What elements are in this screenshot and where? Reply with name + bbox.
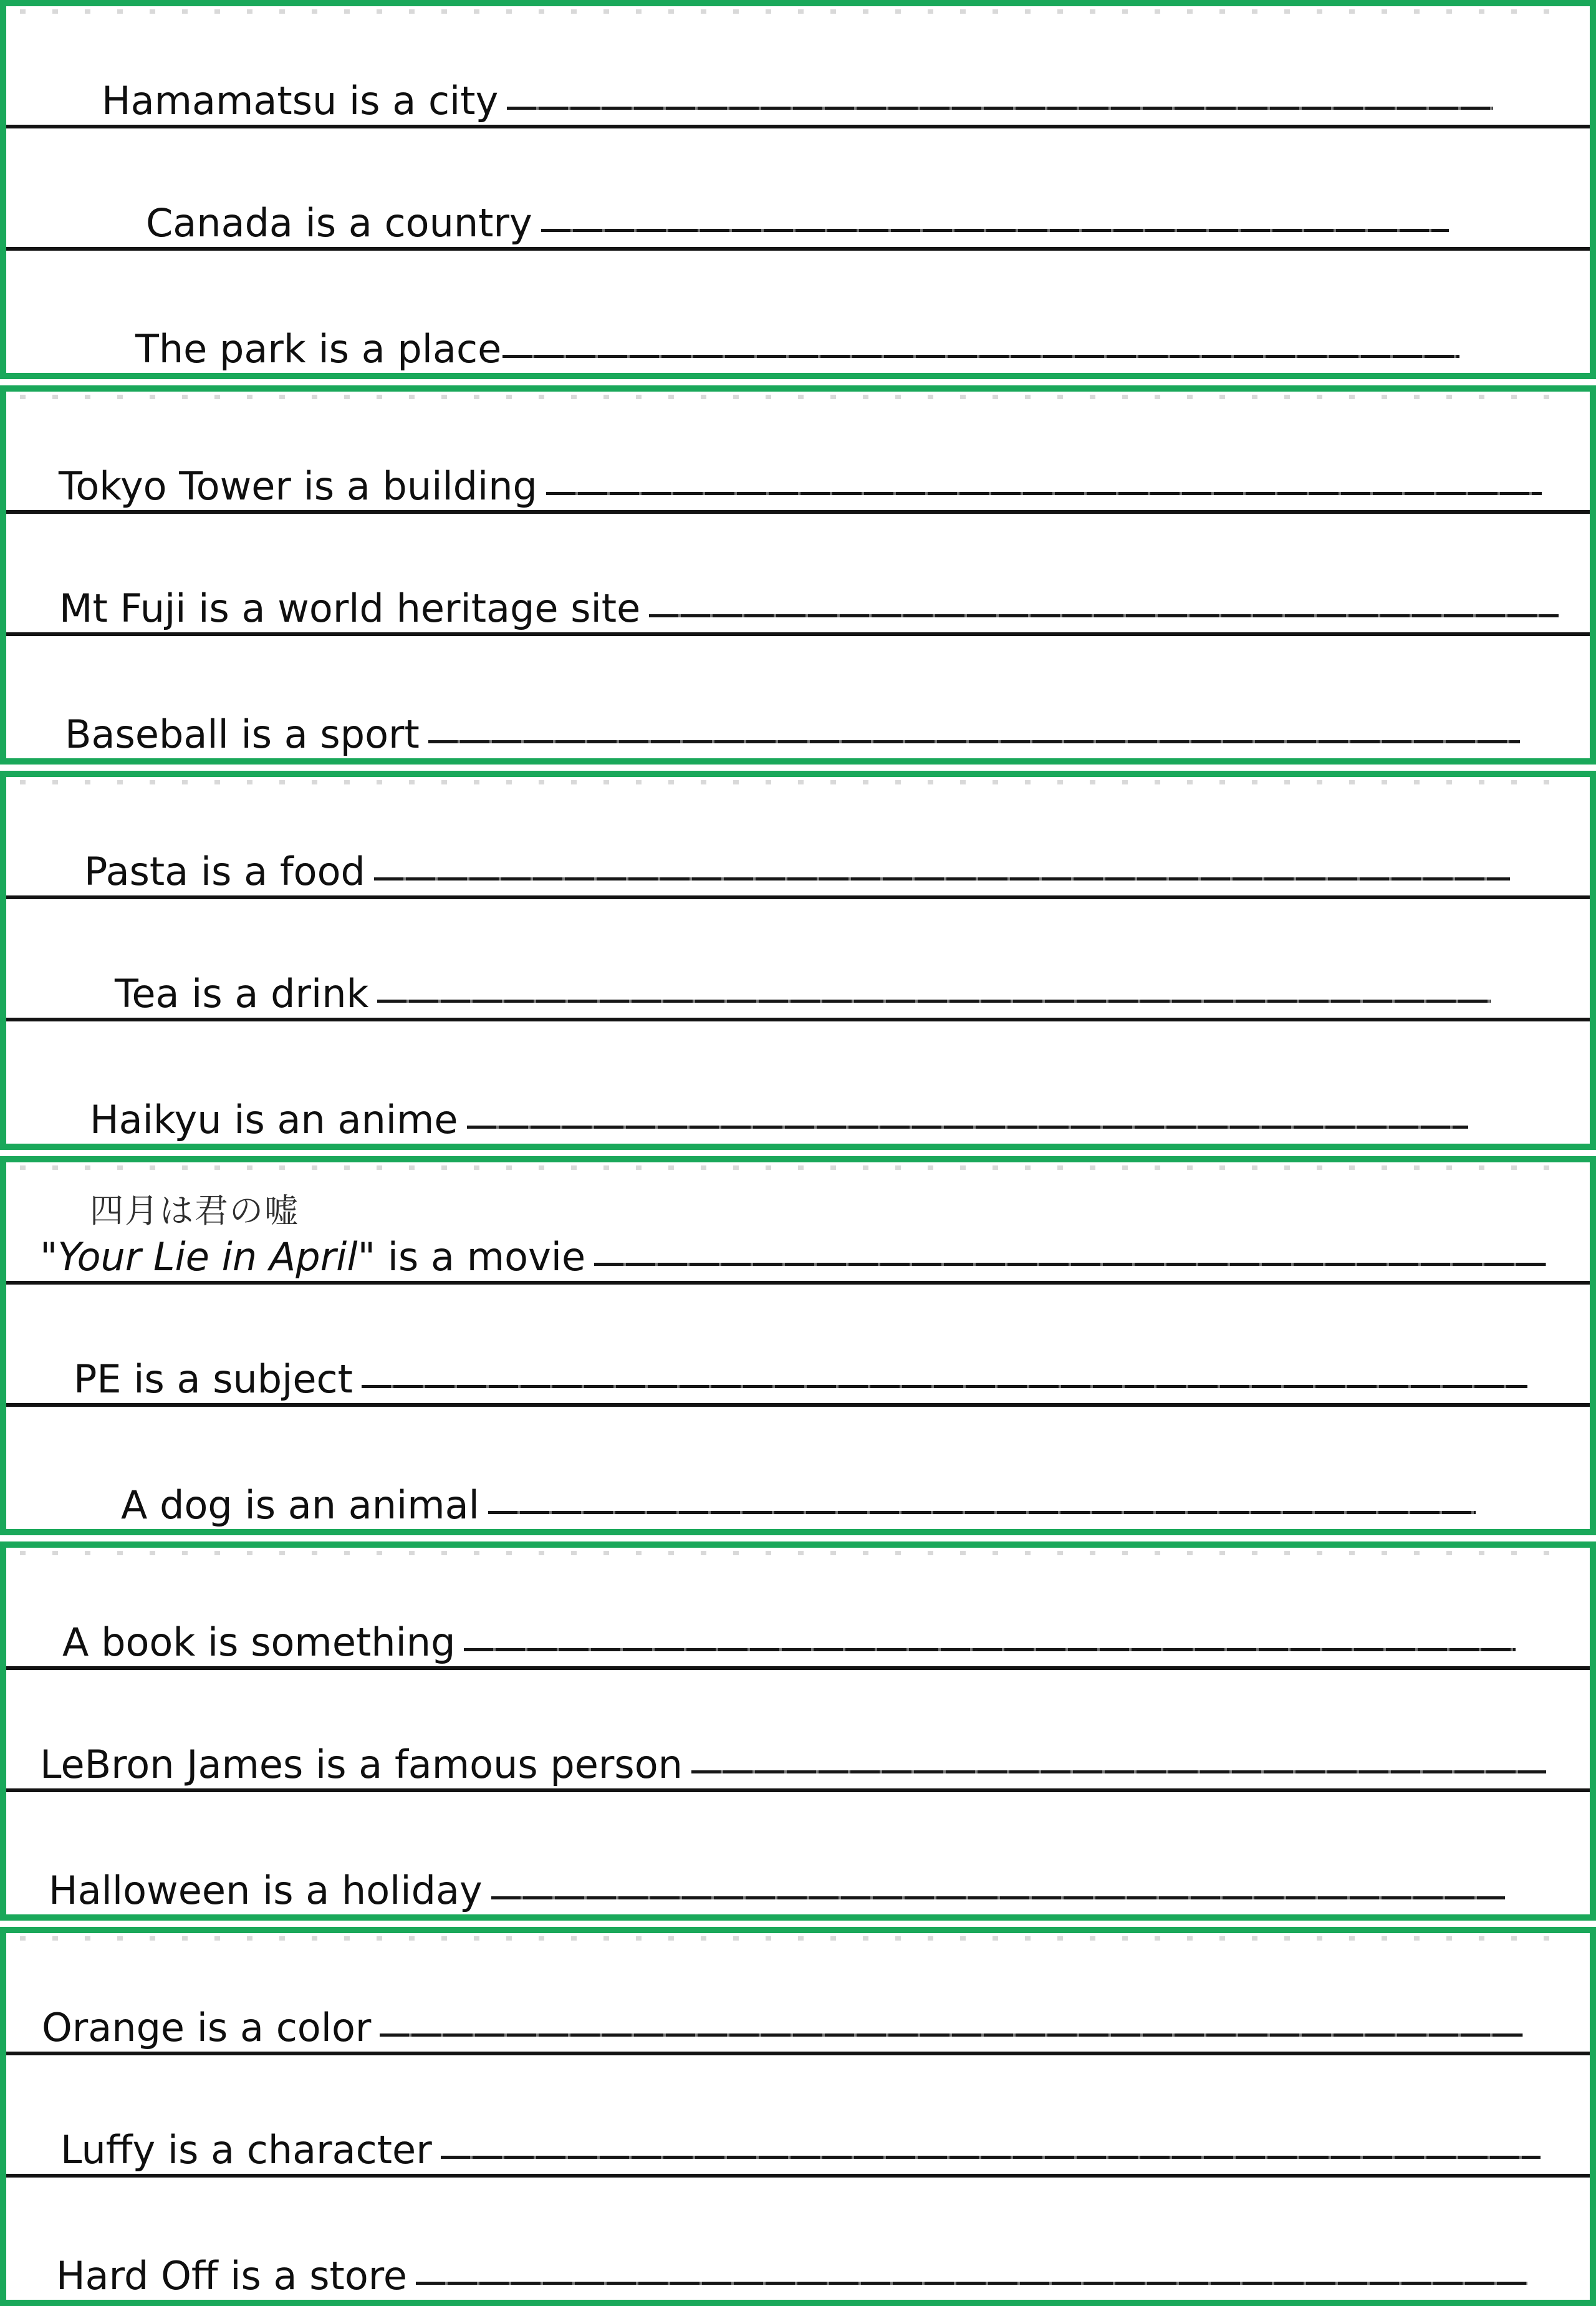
answer-blank-line[interactable] <box>467 1126 1468 1129</box>
worksheet-row <box>6 2055 1590 2178</box>
sentence-label: Tokyo Tower is a building <box>59 463 537 509</box>
worksheet-row <box>6 514 1590 636</box>
answer-blank-line[interactable] <box>491 1896 1505 1899</box>
worksheet-row <box>6 899 1590 1021</box>
answer-blank-line[interactable] <box>441 2156 1541 2159</box>
worksheet-row <box>6 1670 1590 1792</box>
answer-blank-line[interactable] <box>374 877 1510 880</box>
sentence-label: A dog is an animal <box>121 1482 479 1528</box>
sentence-label: Hard Off is a store <box>56 2253 408 2299</box>
sentence-label: Haikyu is an anime <box>90 1097 458 1143</box>
sentence-label: Baseball is a sport <box>65 712 420 758</box>
sentence-label: Mt Fuji is a world heritage site <box>59 586 641 632</box>
sentence-label: A book is something <box>62 1619 456 1666</box>
category-box-movie-school <box>0 1156 1596 1535</box>
sentence-label-rest: is a movie <box>375 1234 586 1280</box>
answer-blank-line[interactable] <box>502 355 1459 358</box>
category-box-misc <box>0 1927 1596 2306</box>
sentence-label: Pasta is a food <box>84 849 365 895</box>
sentence-label: Luffy is a character <box>60 2127 432 2173</box>
answer-blank-line[interactable] <box>380 2033 1523 2037</box>
sentence-label: LeBron James is a famous person <box>40 1742 683 1788</box>
category-box-things-people <box>0 1541 1596 1921</box>
worksheet-row <box>6 251 1590 373</box>
answer-blank-line[interactable] <box>649 614 1559 617</box>
worksheet-row <box>6 2178 1590 2300</box>
worksheet-row <box>6 1407 1590 1529</box>
worksheet-row <box>6 1792 1590 1914</box>
sentence-label: Orange is a color <box>42 2005 372 2051</box>
worksheet-row <box>6 128 1590 251</box>
sentence-label: Canada is a country <box>146 200 532 246</box>
worksheet-row <box>6 1933 1590 2055</box>
worksheet-row <box>6 1021 1590 1144</box>
worksheet-row <box>6 636 1590 758</box>
answer-blank-line[interactable] <box>488 1511 1476 1514</box>
answer-blank-line[interactable] <box>416 2282 1527 2285</box>
answer-blank-line[interactable] <box>541 229 1449 232</box>
answer-blank-line[interactable] <box>362 1385 1527 1388</box>
movie-title-italic: "Your Lie in April" <box>40 1234 376 1280</box>
worksheet-row <box>6 1285 1590 1407</box>
sentence-label: The park is a place <box>135 326 502 372</box>
answer-blank-line[interactable] <box>428 740 1520 743</box>
answer-blank-line[interactable] <box>377 1000 1491 1003</box>
category-box-landmarks <box>0 385 1596 765</box>
sentence-label <box>40 1234 586 1280</box>
answer-blank-line[interactable] <box>464 1648 1516 1651</box>
sentence-label: Halloween is a holiday <box>49 1868 483 1914</box>
category-box-places <box>0 0 1596 379</box>
category-box-food-media <box>0 771 1596 1150</box>
sentence-label: Tea is a drink <box>115 971 369 1017</box>
answer-blank-line[interactable] <box>507 107 1493 110</box>
worksheet-row <box>6 392 1590 514</box>
worksheet-row <box>6 777 1590 899</box>
answer-blank-line[interactable] <box>546 492 1542 495</box>
worksheet-row <box>6 1548 1590 1670</box>
sentence-label: Hamamatsu is a city <box>102 78 499 124</box>
answer-blank-line[interactable] <box>691 1770 1546 1773</box>
answer-blank-line[interactable] <box>594 1263 1546 1266</box>
worksheet-row <box>6 6 1590 128</box>
sentence-label: PE is a subject <box>74 1356 353 1402</box>
worksheet-row <box>6 1162 1590 1285</box>
japanese-title: 四月は君の嘘 <box>90 1190 299 1230</box>
sentence-line <box>40 1234 1546 1280</box>
